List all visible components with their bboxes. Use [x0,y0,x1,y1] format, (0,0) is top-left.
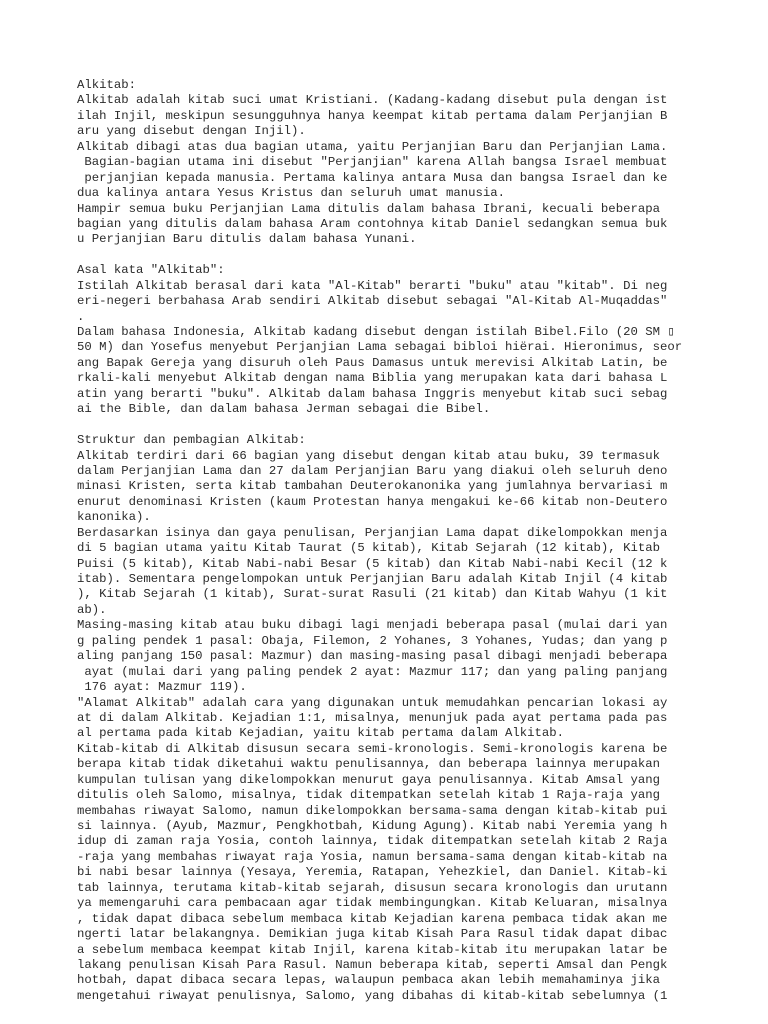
text-line: at di dalam Alkitab. Kejadian 1:1, misalnya, menunjuk pada ayat pertama pada pas [77,710,668,725]
text-line: eri-negeri berbahasa Arab sendiri Alkitab disebut sebagai "Al-Kitab Al-Muqaddas" [77,294,668,309]
text-line: bagian yang ditulis dalam bahasa Aram contohnya kitab Daniel sedangkan semua buk [77,216,668,231]
text-line: Alkitab: [77,78,137,92]
text-line: u Perjanjian Baru ditulis dalam bahasa Yunani. [77,232,417,247]
text-line: ab). [77,602,107,617]
text-line: berapa kitab tidak diketahui waktu penulisannya, dan beberapa lainnya merupakan [77,757,660,772]
text-line: aru yang disebut dengan Injil). [77,124,306,139]
text-line: Bagian-bagian utama ini disebut "Perjanjian" karena Allah bangsa Israel membuat [77,155,668,170]
text-line: tab lainnya, terutama kitab-kitab sejarah, disusun secara kronologis dan urutann [77,880,668,895]
text-line: Puisi (5 kitab), Kitab Nabi-nabi Besar (5 kitab) dan Kitab Nabi-nabi Kecil (12 k [77,556,668,571]
text-line: dalam Perjanjian Lama dan 27 dalam Perjanjian Baru yang diakui oleh seluruh deno [77,463,668,478]
text-line: itab). Sementara pengelompokan untuk Perjanjian Baru adalah Kitab Injil (4 kitab [77,572,668,586]
text-line: al pertama pada kitab Kejadian, yaitu kitab pertama dalam Alkitab. [77,726,565,741]
text-line: ayat (mulai dari yang paling pendek 2 ayat: Mazmur 117; dan yang paling panjang [77,664,668,679]
text-line: ilah Injil, meskipun sesungguhnya hanya keempat kitab pertama dalam Perjanjian B [77,108,668,123]
text-line: Hampir semua buku Perjanjian Lama ditulis dalam bahasa Ibrani, kecuali beberapa [77,201,660,216]
text-line: Alkitab terdiri dari 66 bagian yang disebut dengan kitab atau buku, 39 termasuk [77,448,660,463]
text-line: minasi Kristen, serta kitab tambahan Deuterokanonika yang jumlahnya bervariasi m [77,479,668,494]
text-line: perjanjian kepada manusia. Pertama kalinya antara Musa dan bangsa Israel dan ke [77,170,668,185]
text-line: , tidak dapat dibaca sebelum membaca kitab Kejadian karena pembaca tidak akan me [77,911,668,926]
text-line: ang Bapak Gereja yang disuruh oleh Paus Damasus untuk merevisi Alkitab Latin, be [77,355,668,370]
text-line: bi nabi besar lainnya (Yesaya, Yeremia, Ratapan, Yehezkiel, dan Daniel. Kitab-ki [77,865,668,880]
text-line: ya memengaruhi cara pembacaan agar tidak membingungkan. Kitab Keluaran, misalnya [77,896,668,911]
text-line: a sebelum membaca keempat kitab Injil, karena kitab-kitab itu merupakan latar be [77,942,668,957]
text-line: Dalam bahasa Indonesia, Alkitab kadang disebut dengan istilah Bibel.Filo (20 SM ▯ [77,325,675,339]
text-line: ngerti latar belakangnya. Demikian juga kitab Kisah Para Rasul tidak dapat dibac [77,927,668,942]
text-line: si lainnya. (Ayub, Mazmur, Pengkhotbah, Kidung Agung). Kitab nabi Yeremia yang h [77,819,668,833]
text-line: -raja yang membahas riwayat raja Yosia, namun bersama-sama dengan kitab-kitab na [77,849,668,864]
text-line: 50 M) dan Yosefus menyebut Perjanjian Lama sebagai bibloi hiërai. Hieronimus, seor [77,340,683,355]
text-line: di 5 bagian utama yaitu Kitab Taurat (5 kitab), Kitab Sejarah (12 kitab), Kitab [77,541,660,556]
text-line: ai the Bible, dan dalam bahasa Jerman sebagai die Bibel. [77,402,491,417]
text-line: atin yang berarti "buku". Alkitab dalam bahasa Inggris menyebut kitab suci sebag [77,386,668,401]
text-line: idup di zaman raja Yosia, contoh lainnya, tidak ditempatkan setelah kitab 2 Raja [77,834,668,849]
document-text [77,78,767,1004]
text-line: Kitab-kitab di Alkitab disusun secara semi-kronologis. Semi-kronologis karena be [77,741,668,756]
text-line: aling panjang 150 pasal: Mazmur) dan masing-masing pasal dibagi menjadi beberapa [77,649,668,664]
text-line: ditulis oleh Salomo, misalnya, tidak ditempatkan setelah kitab 1 Raja-raja yang [77,788,660,803]
text-line [77,248,767,263]
text-line: lakang penulisan Kisah Para Rasul. Namun beberapa kitab, seperti Amsal dan Pengk [77,957,668,972]
text-line: kanonika). [77,510,151,525]
text-line: membahas riwayat Salomo, namun dikelompokkan bersama-sama dengan kitab-kitab pui [77,803,668,818]
text-line: Istilah Alkitab berasal dari kata "Al-Kitab" berarti "buku" atau "kitab". Di neg [77,278,668,293]
text-line: "Alamat Alkitab" adalah cara yang digunakan untuk memudahkan pencarian lokasi ay [77,695,668,710]
text-line: . [77,309,85,324]
text-line: hotbah, dapat dibaca secara lepas, walaupun pembaca akan lebih memahaminya jika [77,973,660,988]
text-line: 176 ayat: Mazmur 119). [77,680,247,695]
text-line: rkali-kali menyebut Alkitab dengan nama Biblia yang merupakan kata dari bahasa L [77,371,668,386]
text-line: Masing-masing kitab atau buku dibagi lagi menjadi beberapa pasal (mulai dari yan [77,618,668,633]
text-line: kumpulan tulisan yang dikelompokkan menurut gaya penulisannya. Kitab Amsal yang [77,772,660,787]
text-line: Asal kata "Alkitab": [77,263,225,278]
text-line: dua kalinya antara Yesus Kristus dan seluruh umat manusia. [77,186,506,201]
text-line: Alkitab adalah kitab suci umat Kristiani. (Kadang-kadang disebut pula dengan ist [77,93,668,108]
text-line [77,418,767,433]
text-line: enurut denominasi Kristen (kaum Protestan hanya mengakui ke-66 kitab non-Deutero [77,494,668,509]
text-line: g paling pendek 1 pasal: Obaja, Filemon, 2 Yohanes, 3 Yohanes, Yudas; dan yang p [77,633,668,648]
text-line: Berdasarkan isinya dan gaya penulisan, Perjanjian Lama dapat dikelompokkan menja [77,525,668,540]
text-line: ), Kitab Sejarah (1 kitab), Surat-surat Rasuli (21 kitab) dan Kitab Wahyu (1 kit [77,587,668,602]
text-line: Struktur dan pembagian Alkitab: [77,433,306,448]
text-line: Alkitab dibagi atas dua bagian utama, yaitu Perjanjian Baru dan Perjanjian Lama. [77,139,668,154]
text-line: mengetahui riwayat penulisnya, Salomo, yang dibahas di kitab-kitab sebelumnya (1 [77,988,668,1003]
